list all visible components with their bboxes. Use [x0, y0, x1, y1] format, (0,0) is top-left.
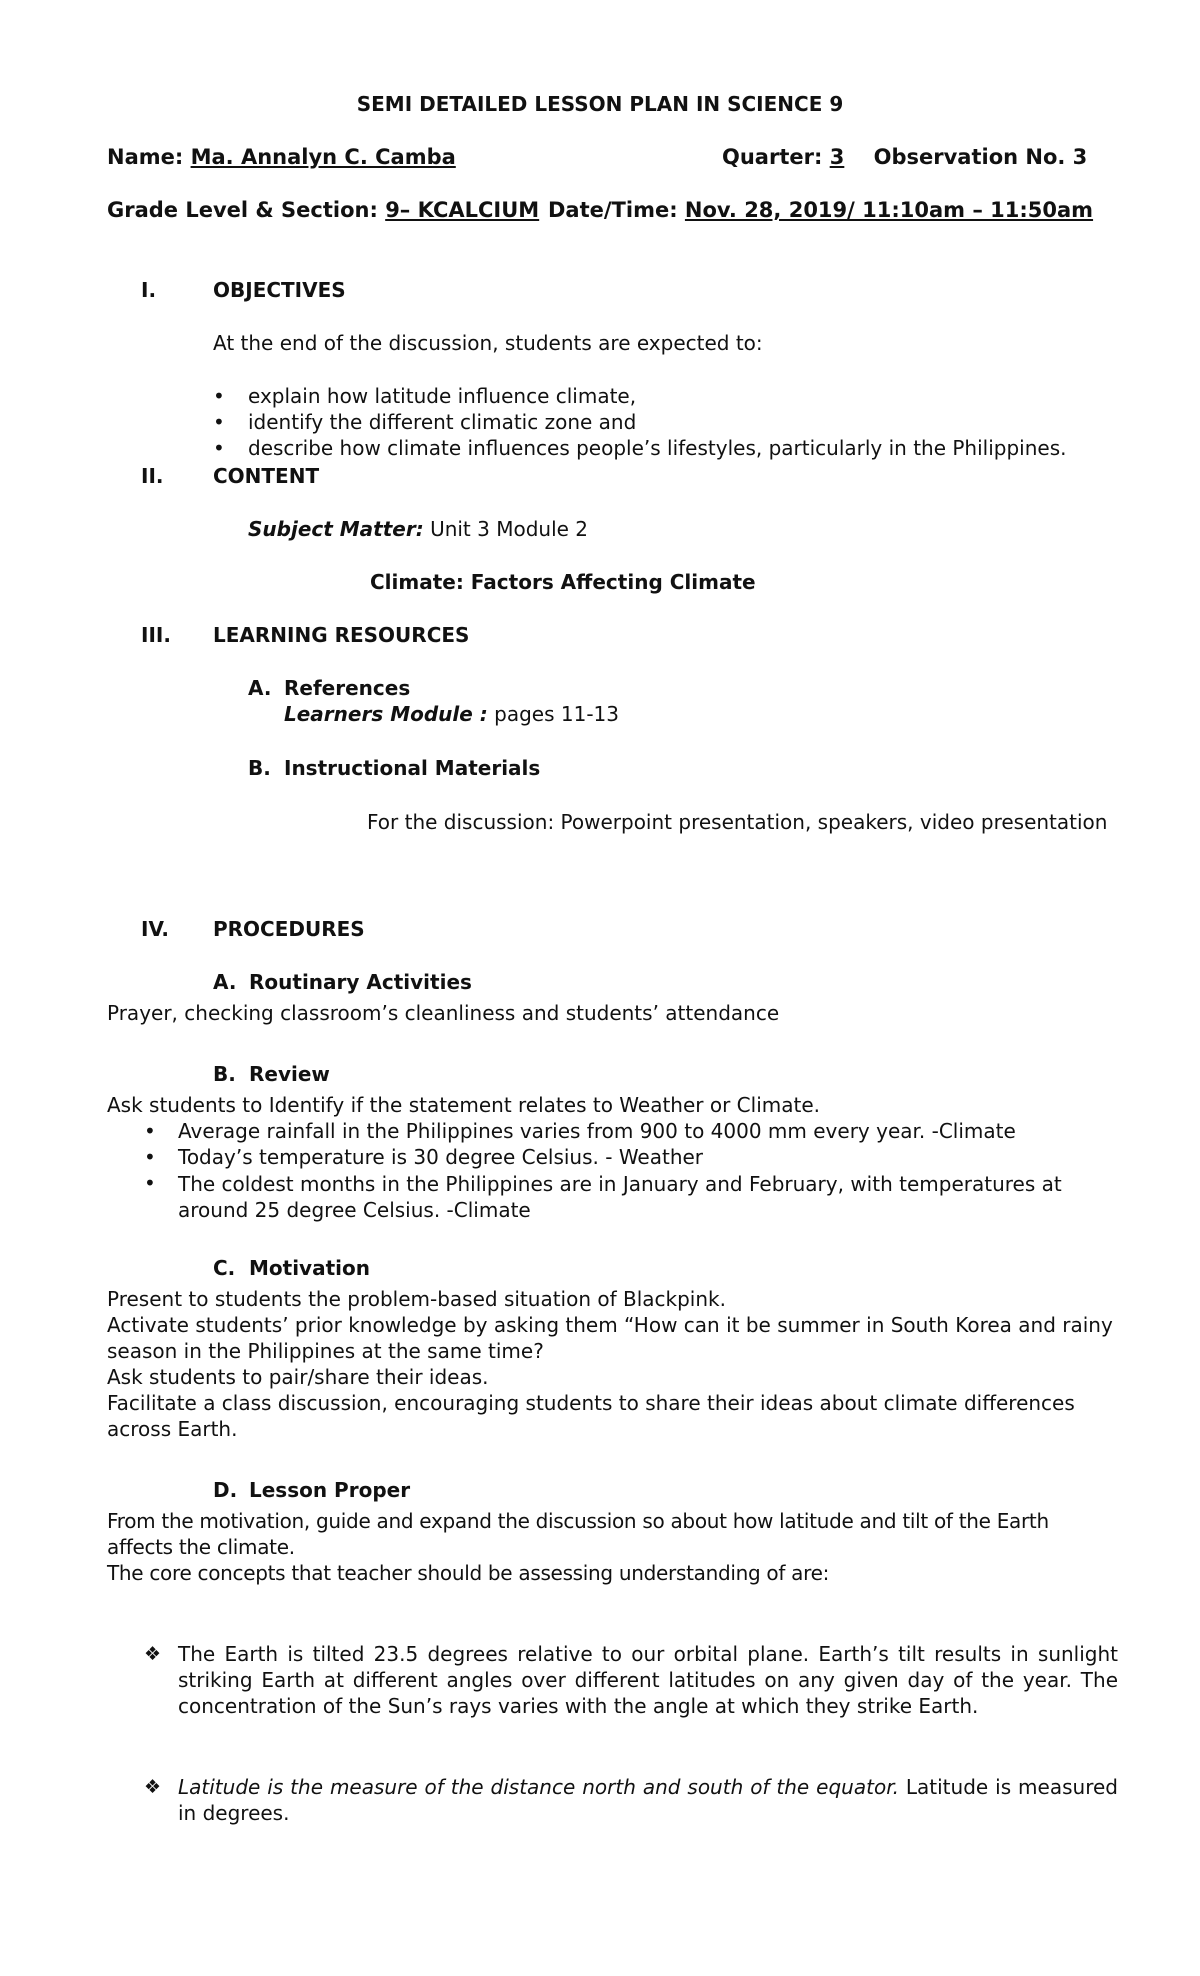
document-title: SEMI DETAILED LESSON PLAN IN SCIENCE 9 [356, 92, 844, 116]
procedure-letter-b: B. [213, 1062, 236, 1086]
objective-bullet: • [213, 436, 225, 460]
objective-bullet: • [213, 410, 225, 434]
learners-module-pages: pages 11-13 [494, 702, 619, 726]
name-row [107, 145, 456, 169]
date-value: Nov. 28, 2019/ 11:10am – 11:50am [684, 198, 1094, 222]
section-heading-content: CONTENT [213, 464, 320, 488]
section-number-resources: III. [141, 623, 171, 647]
latitude-measure: Latitude is measured in degrees. [178, 1775, 1118, 1825]
objective-item: explain how latitude influence climate, [248, 384, 637, 408]
subject-matter-value: Unit 3 Module 2 [430, 517, 589, 541]
resource-letter-a: A. [248, 676, 272, 700]
topic-title: Climate: Factors Affecting Climate [370, 570, 756, 594]
diamond-bullet: ❖ [144, 1776, 162, 1798]
review-bullet: • [144, 1145, 156, 1169]
section-number-objectives: I. [141, 278, 157, 302]
review-item: The coldest months in the Philippines are in January and February, with temperatures at around 25 degree Celsius. -Climate [178, 1172, 1062, 1222]
subject-matter-row [248, 517, 588, 541]
review-heading: Review [249, 1062, 330, 1086]
lesson-proper-text [107, 1508, 1119, 1586]
learners-module-label: Learners Module : [284, 702, 488, 726]
motivation-line: Facilitate a class discussion, encouraging students to share their ideas about climate differences across Earth. [107, 1391, 1075, 1441]
review-item: Average rainfall in the Philippines varies from 900 to 4000 mm every year. -Climate [178, 1119, 1016, 1143]
motivation-text [107, 1286, 1119, 1442]
diamond-bullet: ❖ [144, 1643, 162, 1665]
procedure-letter-a: A. [213, 970, 237, 994]
lesson-proper-line: From the motivation, guide and expand the discussion so about how latitude and tilt of the Earth affects the climate. [107, 1509, 1049, 1559]
grade-value: 9– KCALCIUM [385, 198, 540, 222]
section-number-procedures: IV. [141, 917, 169, 941]
objective-bullet: • [213, 384, 225, 408]
core-concept-latitude [178, 1774, 1118, 1826]
instructional-materials-text: For the discussion: Powerpoint presentation, speakers, video presentation [367, 810, 1108, 834]
review-intro: Ask students to Identify if the statement relates to Weather or Climate. [107, 1093, 820, 1117]
quarter-row [722, 145, 1087, 169]
section-number-content: II. [141, 464, 164, 488]
name-value: Ma. Annalyn C. Camba [190, 145, 456, 169]
date-row [548, 198, 1093, 222]
lesson-proper-line: The core concepts that teacher should be assessing understanding of are: [107, 1561, 830, 1585]
review-item: Today’s temperature is 30 degree Celsius. - Weather [178, 1145, 704, 1169]
quarter-label: Quarter: [722, 145, 823, 169]
resource-letter-b: B. [248, 756, 271, 780]
observation-number: Observation No. 3 [873, 145, 1088, 169]
motivation-line: Ask students to pair/share their ideas. [107, 1365, 489, 1389]
routinary-activities-text: Prayer, checking classroom’s cleanliness and students’ attendance [107, 1001, 780, 1025]
learners-module-row [284, 702, 619, 726]
motivation-line: Activate students’ prior knowledge by asking them “How can it be summer in South Korea and rainy season in the Philippines at the same time? [107, 1313, 1113, 1363]
motivation-line: Present to students the problem-based situation of Blackpink. [107, 1287, 726, 1311]
objective-item: identify the different climatic zone and [248, 410, 637, 434]
date-label: Date/Time: [548, 198, 678, 222]
procedure-letter-d: D. [213, 1478, 238, 1502]
objectives-intro: At the end of the discussion, students are expected to: [213, 331, 763, 355]
objective-item: describe how climate influences people’s lifestyles, particularly in the Philippines. [248, 436, 1067, 460]
subject-matter-label: Subject Matter: [248, 517, 424, 541]
procedure-letter-c: C. [213, 1256, 236, 1280]
routinary-activities-heading: Routinary Activities [249, 970, 472, 994]
section-heading-resources: LEARNING RESOURCES [213, 623, 470, 647]
section-heading-procedures: PROCEDURES [213, 917, 365, 941]
review-bullet: • [144, 1171, 156, 1195]
latitude-definition: Latitude is the measure of the distance north and south of the equator. [178, 1775, 899, 1799]
section-heading-objectives: OBJECTIVES [213, 278, 346, 302]
lesson-proper-heading: Lesson Proper [249, 1478, 411, 1502]
name-label: Name: [107, 145, 184, 169]
review-bullet: • [144, 1119, 156, 1143]
references-heading: References [284, 676, 411, 700]
instructional-materials-heading: Instructional Materials [284, 756, 541, 780]
motivation-heading: Motivation [249, 1256, 370, 1280]
core-concept-tilt: The Earth is tilted 23.5 degrees relative to our orbital plane. Earth’s tilt results in sunlight striking Earth at different angles over different latitudes on any given day of the year. The concentration of the Sun’s rays varies with the angle at which they strike Earth. [178, 1642, 1118, 1718]
grade-row [107, 198, 539, 222]
quarter-value: 3 [829, 145, 845, 169]
grade-label: Grade Level & Section: [107, 198, 378, 222]
